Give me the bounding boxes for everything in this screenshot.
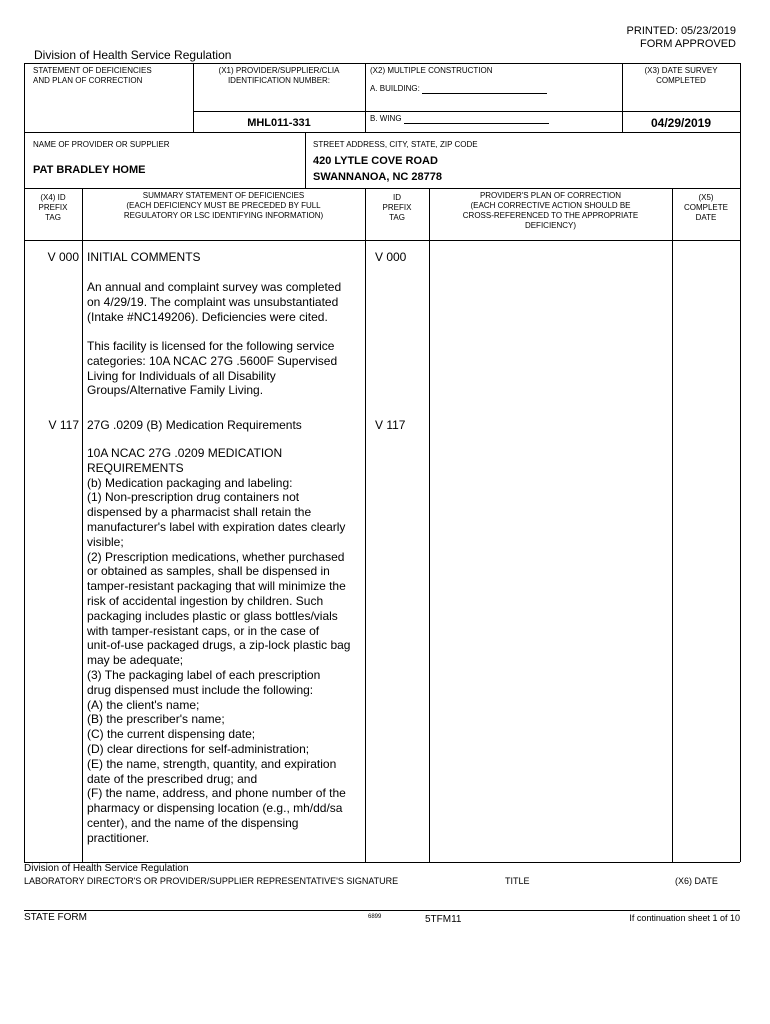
printed-date: PRINTED: 05/23/2019 [626,25,736,37]
col-x4-header: (X4) ID PREFIX TAG [38,193,68,222]
entry-paragraph: 10A NCAC 27G .0209 MEDICATION REQUIREMENTS (b) Medication packaging and labeling: (1) Non-prescription drug containers not dispensed by a pharmacist shall retain the manufacturer's label with expiration dates clearly visible; (2) Prescription medications, whether purchased or obtained as samples, shall be dispensed in tamper-resistant packaging that will minimize the risk of accidental ingestion by children. Such packaging includes plastic or glass bottles/vials with tamper-resistant caps, or in the case of unit-of-use packaged drugs, a zip-lock plastic bag may be adequate; (3) The packaging label of each prescription drug dispensed must include the following: (A) the client's name; (B) the prescriber's name; (C) the current dispensing date; (D) clear directions for self-administration; (E) the name, strength, quantity, and expiration date of the prescribed drug; and (F) the name, address, and phone number of the pharmacy or dispensing location (e.g., mh/dd/sa center), and the name of the dispensing practitioner. [87,446,351,845]
agency-title: Division of Health Service Regulation [34,48,232,62]
printed-header [627,25,736,51]
x2-label: (X2) MULTIPLE CONSTRUCTION [370,66,493,75]
provider-name-label: NAME OF PROVIDER OR SUPPLIER [33,140,170,149]
entry-tag: V 117 [48,418,79,432]
state-form-label: STATE FORM [24,912,87,923]
entry-paragraph: An annual and complaint survey was completed on 4/29/19. The complaint was unsubstantiated (Intake #NC149206). Deficiencies were cited. [87,280,342,324]
x2-building [370,84,547,94]
entry-id-tag: V 117 [375,418,406,432]
col-summary-header: SUMMARY STATEMENT OF DEFICIENCIES (EACH DEFICIENCY MUST BE PRECEDED BY FULL REGULATORY OR LSC IDENTIFYING INFORMATION) [123,191,324,220]
statement-label: STATEMENT OF DEFICIENCIES AND PLAN OF CORRECTION [33,66,152,85]
x1-value: MHL011-331 [247,117,311,129]
entry-heading: INITIAL COMMENTS [87,250,201,264]
col-plan-header: PROVIDER'S PLAN OF CORRECTION (EACH CORRECTIVE ACTION SHOULD BE CROSS-REFERENCED TO THE APPROPRIATE DEFICIENCY) [462,191,639,230]
address-line1: 420 LYTLE COVE ROAD [313,155,438,167]
x2-wing-label: B. WING [370,114,402,123]
provider-name: PAT BRADLEY HOME [33,164,146,176]
event-id: 5TFM11 [425,914,462,925]
col-x5-header: (X5) COMPLETE DATE [683,193,728,222]
x2-building-label: A. BUILDING: [370,84,420,93]
title-label: TITLE [505,876,530,886]
signature-label: LABORATORY DIRECTOR'S OR PROVIDER/SUPPLIER REPRESENTATIVE'S SIGNATURE [24,876,399,886]
continuation-note: If continuation sheet 1 of 10 [629,913,740,923]
wing-field-line [404,115,549,124]
entry-tag: V 000 [47,250,79,264]
x3-value: 04/29/2019 [650,116,712,130]
form-approved: FORM APPROVED [640,38,736,50]
footer-agency: Division of Health Service Regulation [24,863,189,874]
x2-wing [370,114,549,124]
building-field-line [422,85,547,94]
col-id-prefix-header: ID PREFIX TAG [382,193,412,222]
address-label: STREET ADDRESS, CITY, STATE, ZIP CODE [313,140,478,149]
entry-paragraph: This facility is licensed for the following service categories: 10A NCAC 27G .5600F Supervised Living for Individuals of all Disability Groups/Alternative Family Living. [87,339,338,398]
entry-id-tag: V 000 [375,250,407,264]
x3-label: (X3) DATE SURVEY COMPLETED [644,66,718,85]
entry-heading: 27G .0209 (B) Medication Requirements [87,418,302,432]
address-line2: SWANNANOA, NC 28778 [313,171,442,183]
form-number: 6899 [368,914,382,920]
x1-label: (X1) PROVIDER/SUPPLIER/CLIA IDENTIFICATION NUMBER: [218,66,340,85]
x6-date-label: (X6) DATE [675,876,718,886]
